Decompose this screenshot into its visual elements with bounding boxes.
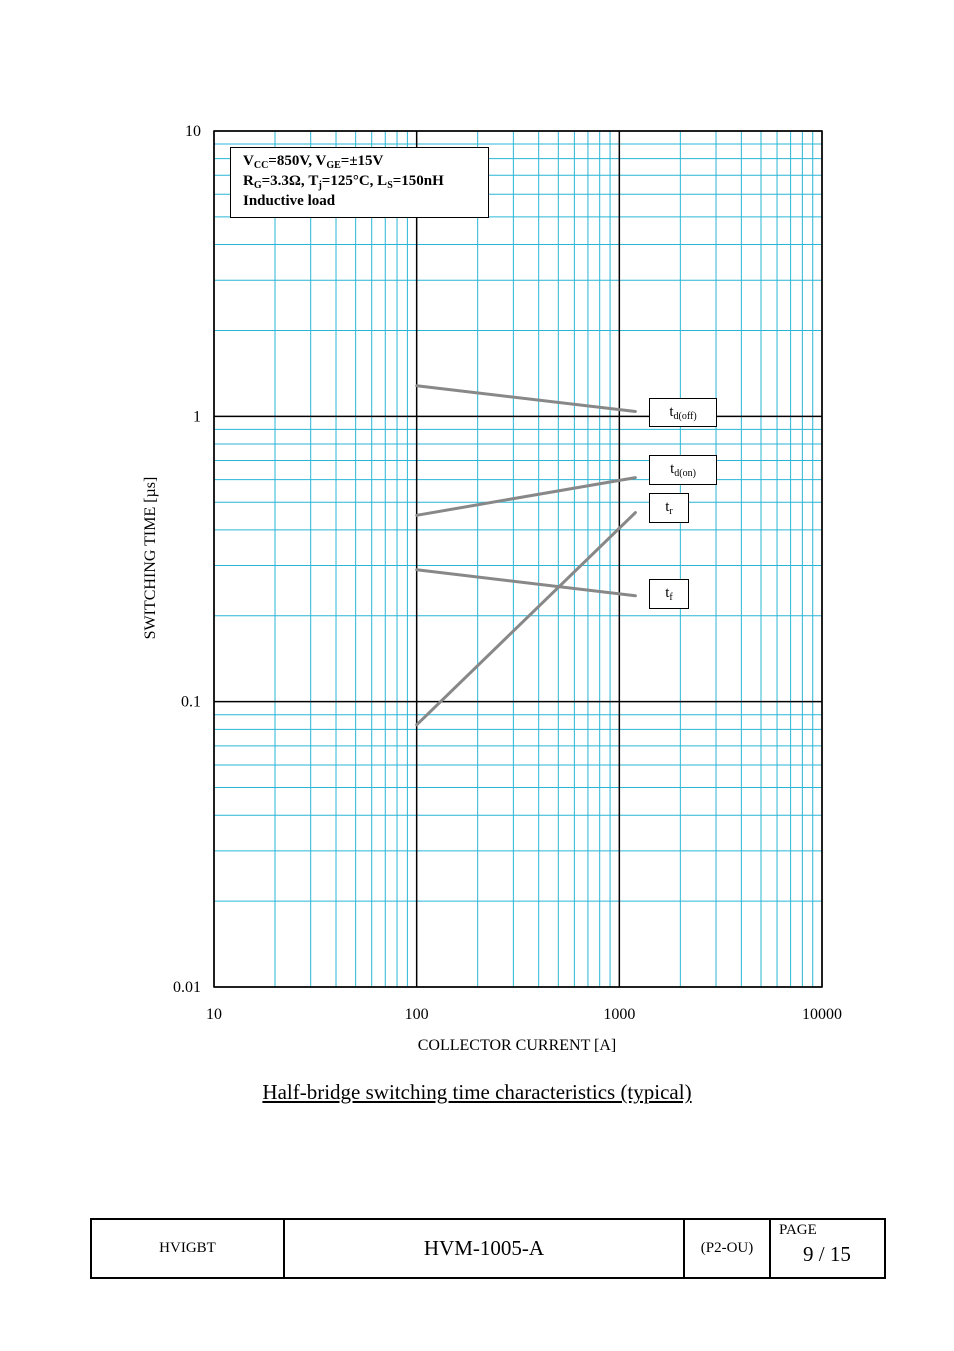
footer-code: (P2-OU): [685, 1220, 771, 1277]
footer-category: HVIGBT: [92, 1220, 285, 1277]
series-label-td-on: $t_{d(on)}$: [649, 455, 717, 485]
series-label-td-off: $t_{d(off)}$: [649, 398, 717, 427]
series-line-tdon: [417, 478, 636, 516]
page-label: PAGE: [779, 1222, 817, 1238]
y-tick-label: 1: [193, 408, 201, 426]
x-axis-label: COLLECTOR CURRENT [A]: [417, 1037, 617, 1054]
x-tick-label: 10000: [802, 1006, 842, 1023]
y-tick-label: 0.1: [181, 693, 201, 711]
series-line-tdoff: [417, 386, 636, 412]
x-tick-label: 1000: [603, 1006, 636, 1023]
page-number: 9 / 15: [803, 1242, 851, 1266]
chart-series: [417, 386, 636, 725]
chart-caption: Half-bridge switching time characteristics (typical): [262, 1080, 692, 1104]
condition-line-voltage: $V_{CC}=850V$, $V_{GE}=\pm 15V$: [243, 153, 384, 171]
series-line-tf: [417, 570, 636, 596]
document-footer: [90, 1218, 886, 1279]
conditions-annotation: [230, 147, 489, 218]
series-label-tr: $t_r$: [649, 493, 689, 523]
footer-page: [771, 1220, 884, 1277]
footer-doc-number: HVM-1005-A: [285, 1220, 685, 1277]
x-tick-label: 100: [404, 1006, 429, 1023]
series-line-tr: [417, 513, 636, 725]
plot-frame: [214, 131, 822, 987]
x-tick-label: 10: [206, 1006, 222, 1023]
y-axis-label: SWITCHING TIME [µs]: [142, 476, 159, 640]
condition-line-load: Inductive load: [243, 193, 336, 209]
chart-grid: [214, 131, 822, 987]
condition-line-resistance: $R_G=3.3\Omega$, $T_j=125^\circ C$, $L_S=150nH$: [243, 173, 444, 191]
y-tick-label: 10: [185, 123, 201, 140]
y-tick-label: 0.01: [173, 979, 201, 996]
series-label-tf: $t_f$: [649, 579, 689, 609]
